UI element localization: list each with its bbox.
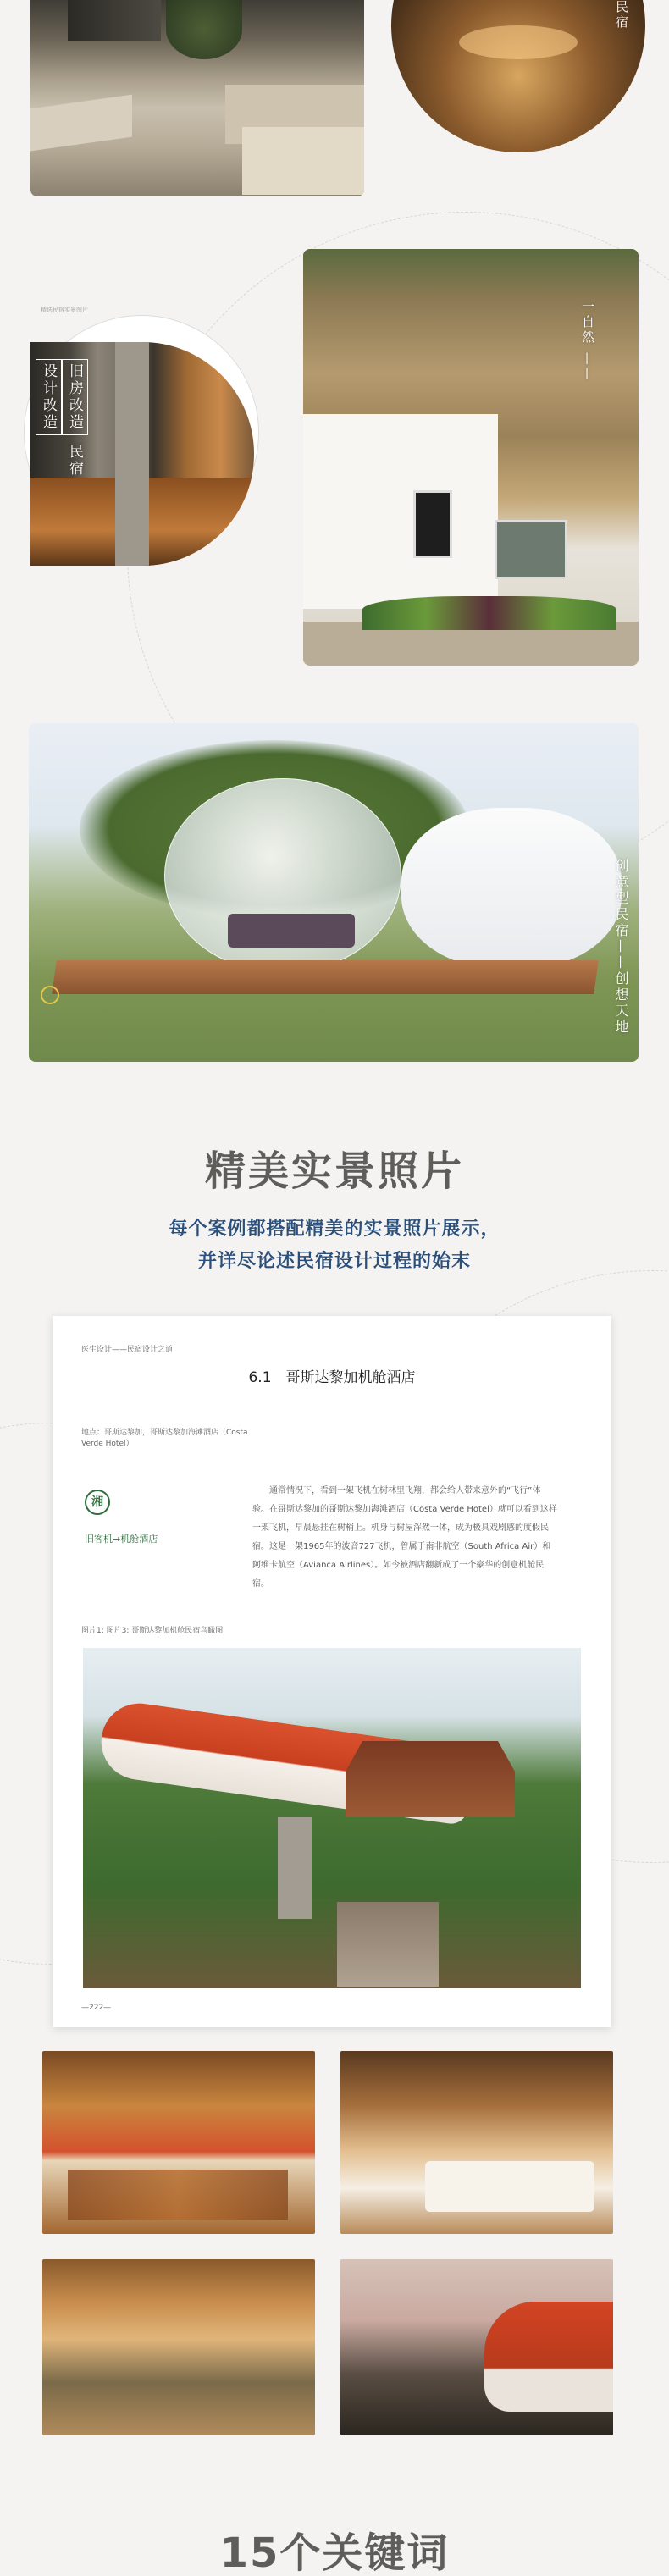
pool-circle-photo <box>391 0 645 152</box>
bed <box>425 2161 594 2212</box>
airplane-fuselage <box>484 2302 613 2412</box>
cliff-house-photo <box>303 249 639 666</box>
airplane-hotel-photo <box>83 1648 581 1988</box>
vertical-label-1: 旧房改造 <box>62 359 88 435</box>
wooden-hut <box>346 1741 515 1817</box>
pool-glow <box>459 25 578 59</box>
bonsai-plant <box>166 0 242 59</box>
exterior-photo-airplane-sunset <box>340 2259 613 2435</box>
interior-photo-lounge <box>42 2051 315 2234</box>
white-wall <box>303 414 498 609</box>
photo-caption: 图片1: 图片3: 哥斯达黎加机舱民宿鸟瞰图 <box>81 1627 224 1635</box>
interior-photo-bedroom <box>340 2051 613 2234</box>
wooden-chairs <box>68 2170 288 2220</box>
section-heading: 15个关键词 <box>219 2529 450 2576</box>
bubble-tent-photo <box>29 723 639 1062</box>
vertical-label-2: 民宿 <box>66 444 83 478</box>
section-title: 6.1 哥斯达黎加机舱酒店 <box>248 1369 416 1386</box>
old-house-interior-photo <box>30 342 254 566</box>
page-number: —222— <box>81 2004 112 2012</box>
old-house-vertical-text <box>36 359 88 566</box>
section-subtitle-line1: 每个案例都搭配精美的实景照片展示， <box>169 1219 500 1240</box>
stone-step <box>30 95 132 152</box>
body-paragraph: 通常情况下，看到一架飞机在树林里飞翔，都会给人带来意外的“飞行”体验。在哥斯达黎加的哥斯达黎加海滩酒店（Costa Verde Hotel）就可以看到这样一架飞机，早晨悬挂在树梢上。机身与树屋浑然一体，成为极具戏剧感的度假民宿。这是一架1965年的波音727飞机，曾属于南非航空（South Africa Air）和阿维卡航空（Avianca Airlines）。如今被酒店翻新成了一个豪华的创意机舱民宿。 <box>252 1486 557 1589</box>
category-badge: 湘 <box>85 1490 110 1515</box>
wooden-deck <box>52 960 599 994</box>
concrete-column <box>115 342 149 566</box>
stone-courtyard-photo <box>30 0 364 196</box>
stone-steps <box>337 1902 439 1987</box>
interior-photo-roof-structure <box>42 2259 315 2435</box>
plants <box>362 596 616 630</box>
location-text: 地点：哥斯达黎加，哥斯达黎加海滩酒店（Costa Verde Hotel） <box>81 1429 248 1448</box>
bed <box>228 914 355 948</box>
photo-caption: 精选民宿实景图片 <box>41 307 88 313</box>
page-header: 医生设计——民宿设计之道 <box>81 1346 174 1354</box>
bubble-dome-frosted <box>401 808 622 969</box>
concrete-pillar <box>278 1817 312 1919</box>
section-heading: 精美实景照片 <box>204 1147 464 1195</box>
window <box>495 520 567 579</box>
door <box>413 490 452 558</box>
location-pin-icon <box>41 986 59 1004</box>
category-label: 旧客机→机舱酒店 <box>85 1534 158 1545</box>
cliff-vertical-text: 一自然 —— <box>580 300 595 383</box>
window-detail <box>68 0 161 41</box>
vertical-label-3: 设计改造 <box>36 359 62 435</box>
bubble-vertical-text: 创意型民宿——创想天地 <box>613 859 629 1036</box>
section-subtitle-line2: 并详尽论述民宿设计过程的始末 <box>197 1251 471 1272</box>
book-page-sample <box>53 1316 611 2027</box>
pool-vertical-text: 民宿 <box>614 0 629 30</box>
stone-step <box>242 127 364 195</box>
